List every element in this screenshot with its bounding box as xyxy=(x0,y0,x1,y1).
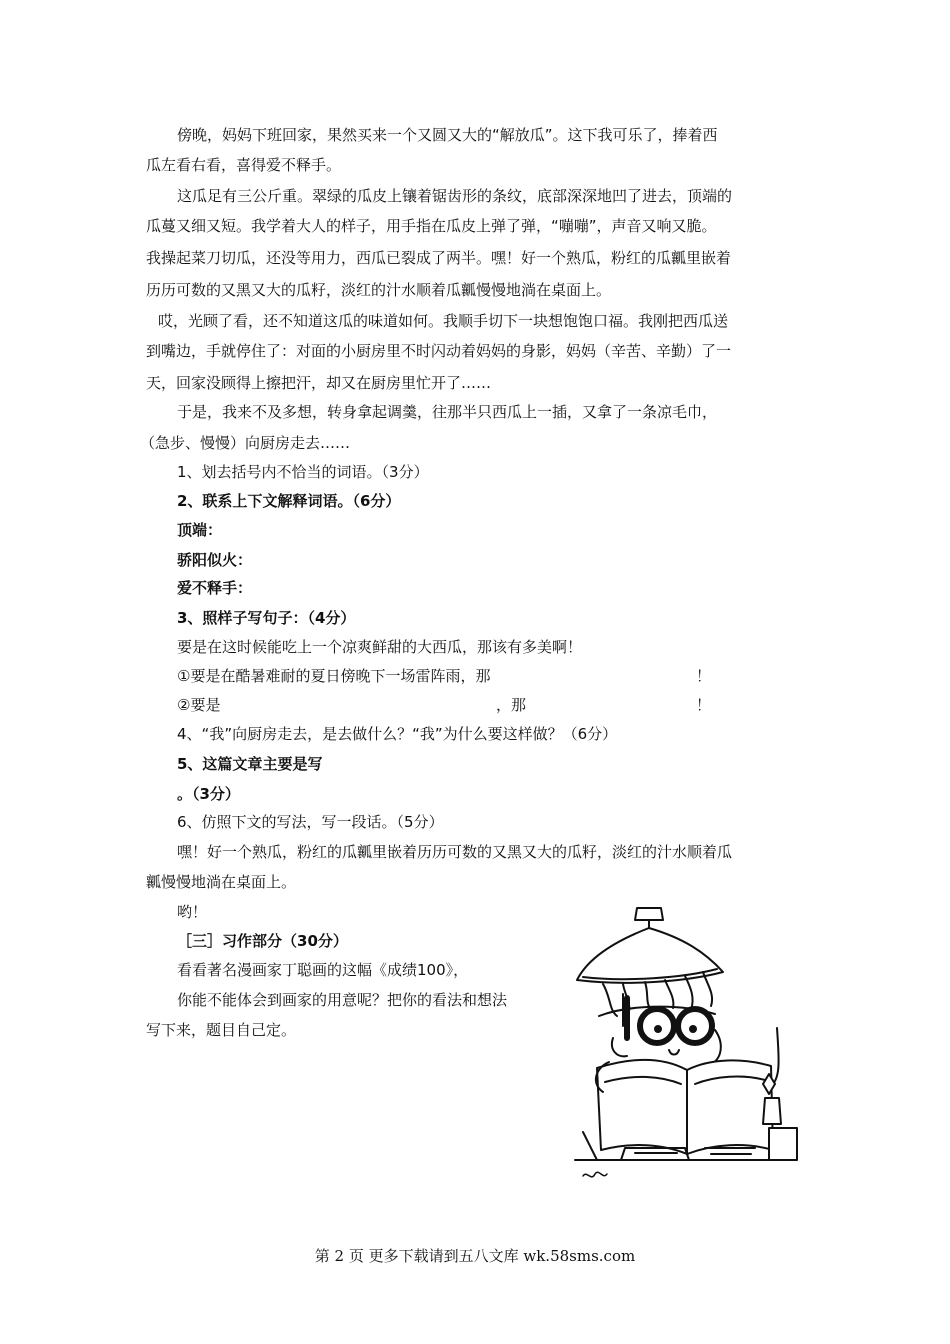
sentence-1: ①要是在酷暑难耐的夏日傍晚下一场雷阵雨，那 xyxy=(177,667,491,685)
section-heading: ［三］习作部分（30分） xyxy=(177,932,348,950)
passage-line: 于是，我来不及多想，转身拿起调羹，往那半只西瓜上一插，又拿了一条凉毛巾， xyxy=(177,403,718,421)
model-sentence: 瓤慢慢地淌在桌面上。 xyxy=(146,873,297,891)
question-3: 3、照样子写句子：（4分） xyxy=(177,609,356,627)
question-1: 1、划去括号内不恰当的词语。（3分） xyxy=(177,463,429,481)
sentence-2-mid: ，那 xyxy=(496,696,527,714)
term-label: 顶端： xyxy=(177,521,223,539)
example-sentence: 要是在这时候能吃上一个凉爽鲜甜的大西瓜，那该有多美啊！ xyxy=(177,638,583,656)
passage-line: 天，回家没顾得上擦把汗，却又在厨房里忙开了…… xyxy=(146,374,492,392)
passage-line: 哎，光顾了看，还不知道这瓜的味道如何。我顺手切下一块想饱饱口福。我刚把西瓜送 xyxy=(158,312,729,330)
writing-prompt-start: 哟！ xyxy=(177,903,208,921)
passage-line: 我操起菜刀切瓜，还没等用力，西瓜已裂成了两半。嘿！好一个熟瓜，粉红的瓜瓤里嵌着 xyxy=(146,249,732,267)
passage-line: 这瓜足有三公斤重。翠绿的瓜皮上镶着锯齿形的条纹，底部深深地凹了进去，顶端的 xyxy=(177,187,733,205)
model-sentence: 嘿！好一个熟瓜，粉红的瓜瓤里嵌着历历可数的又黑又大的瓜籽，淡红的汁水顺着瓜 xyxy=(177,843,733,861)
passage-line: 到嘴边，手就停住了：对面的小厨房里不时闪动着妈妈的身影，妈妈（辛苦、辛勤）了一 xyxy=(146,342,732,360)
cartoon-score: 100 xyxy=(649,1168,651,1169)
passage-line: 历历可数的又黑又大的瓜籽，淡红的汁水顺着瓜瓤慢慢地淌在桌面上。 xyxy=(146,281,612,299)
question-6: 6、仿照下文的写法，写一段话。（5分） xyxy=(177,813,444,831)
writing-instruction: 你能不能体会到画家的用意呢？把你的看法和想法 xyxy=(177,991,508,1009)
lamp-icon xyxy=(635,908,663,920)
passage-line: 傍晚，妈妈下班回家，果然买来一个又圆又大的“解放瓜”。这下我可乐了，捧着西 xyxy=(177,126,718,144)
cartoon-illustration xyxy=(565,898,810,1198)
passage-line: 瓜蔓又细又短。我学着大人的样子，用手指在瓜皮上弹了弹，“嘣嘣”，声音又响又脆。 xyxy=(146,217,717,235)
page-footer: 第 2 页 更多下载请到五八文库 wk.58sms.com xyxy=(314,1247,636,1265)
writing-instruction: 看看著名漫画家丁聪画的这幅《成绩100》， xyxy=(177,961,469,979)
passage-line: 瓜左看右看，喜得爱不释手。 xyxy=(146,156,342,174)
question-4: 4、“我”向厨房走去，是去做什么？“我”为什么要这样做？（6分） xyxy=(177,725,618,743)
term-label: 爱不释手： xyxy=(177,579,253,597)
passage-line: （急步、慢慢）向厨房走去…… xyxy=(140,434,351,452)
question-2: 2、联系上下文解释词语。（6分） xyxy=(177,492,401,510)
question-5-end: 。（3分） xyxy=(177,785,240,803)
term-label: 骄阳似火： xyxy=(177,551,253,569)
sentence-2-end: ！ xyxy=(696,696,712,714)
sentence-1-end: ！ xyxy=(696,667,712,685)
writing-instruction: 写下来，题目自己定。 xyxy=(146,1021,297,1039)
question-5: 5、这篇文章主要是写 xyxy=(177,755,323,773)
sentence-2: ②要是 xyxy=(177,696,221,714)
